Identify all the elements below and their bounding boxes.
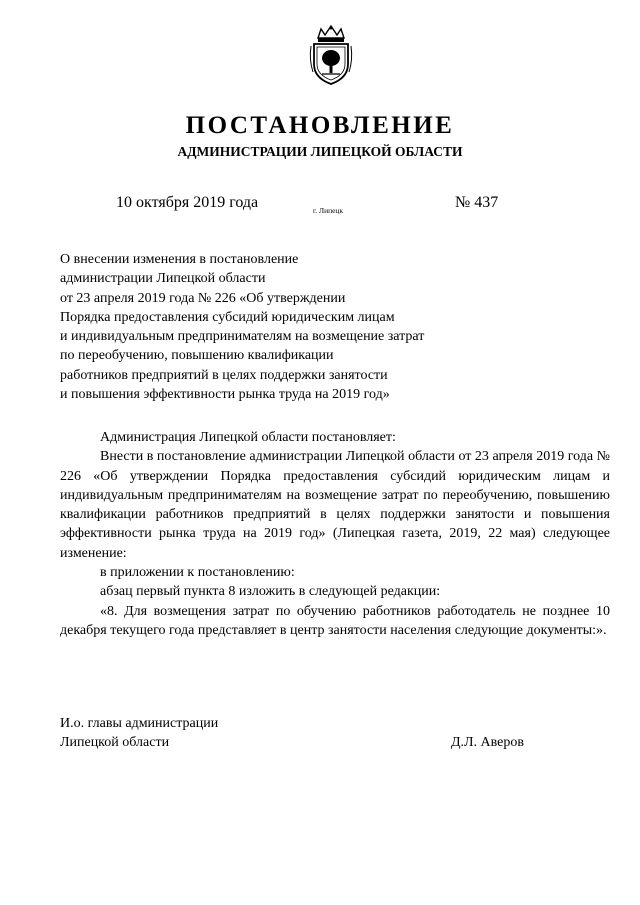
subject-line: О внесении изменения в постановление [60,252,299,267]
body-paragraph: в приложении к постановлению: [100,565,295,581]
body-paragraph: «8. Для возмещения затрат по обучению работников работодатель не позднее 10 декабря текущего года представляет в центр занятости населения следующие документы:». [60,603,610,638]
subject-line: и индивидуальным предпринимателям на возмещение затрат [60,329,425,345]
signatory-name: Д.Л. Аверов [451,735,525,750]
document-subject [60,250,480,404]
document-title: ПОСТАНОВЛЕНИЕ [185,112,455,139]
signatory-position-line: Липецкой области [60,735,170,751]
document-number: № 437 [455,194,499,211]
subject-line: работников предприятий в целях поддержки занятости [60,367,388,383]
coat-of-arms-icon [308,24,354,86]
subject-line: от 23 апреля 2019 года № 226 «Об утверждении [60,290,346,306]
subject-line: и повышения эффективности рынка труда на 2019 год» [60,387,390,403]
subject-line: администрации Липецкой области [60,271,266,287]
document-body [60,428,610,640]
subject-line: Порядка предоставления субсидий юридическим лицам [60,309,395,325]
body-paragraph: Администрация Липецкой области постановляет: [100,430,396,445]
document-city: г. Липецк [313,206,344,215]
subject-line: по переобучению, повышению квалификации [60,348,334,364]
signatory-position [60,714,218,753]
body-paragraph: абзац первый пункта 8 изложить в следующей редакции: [100,584,441,600]
document-date: 10 октября 2019 года [116,194,259,211]
document-subtitle: АДМИНИСТРАЦИИ ЛИПЕЦКОЙ ОБЛАСТИ [177,144,463,159]
signatory-position-line: И.о. главы администрации [60,716,219,731]
body-paragraph: Внести в постановление администрации Липецкой области от 23 апреля 2019 года № 226 «Об утверждении Порядка предоставления субсидий юридическим лицам и индивидуальным предпринимателям на возмещение затрат по переобучению, повышению квалификации работников предприятий в целях поддержки занятости и повышения эффективности рынка труда на 2019 год» (Липецкая газета, 2019, 22 мая) следующее изменение: [60,449,610,561]
